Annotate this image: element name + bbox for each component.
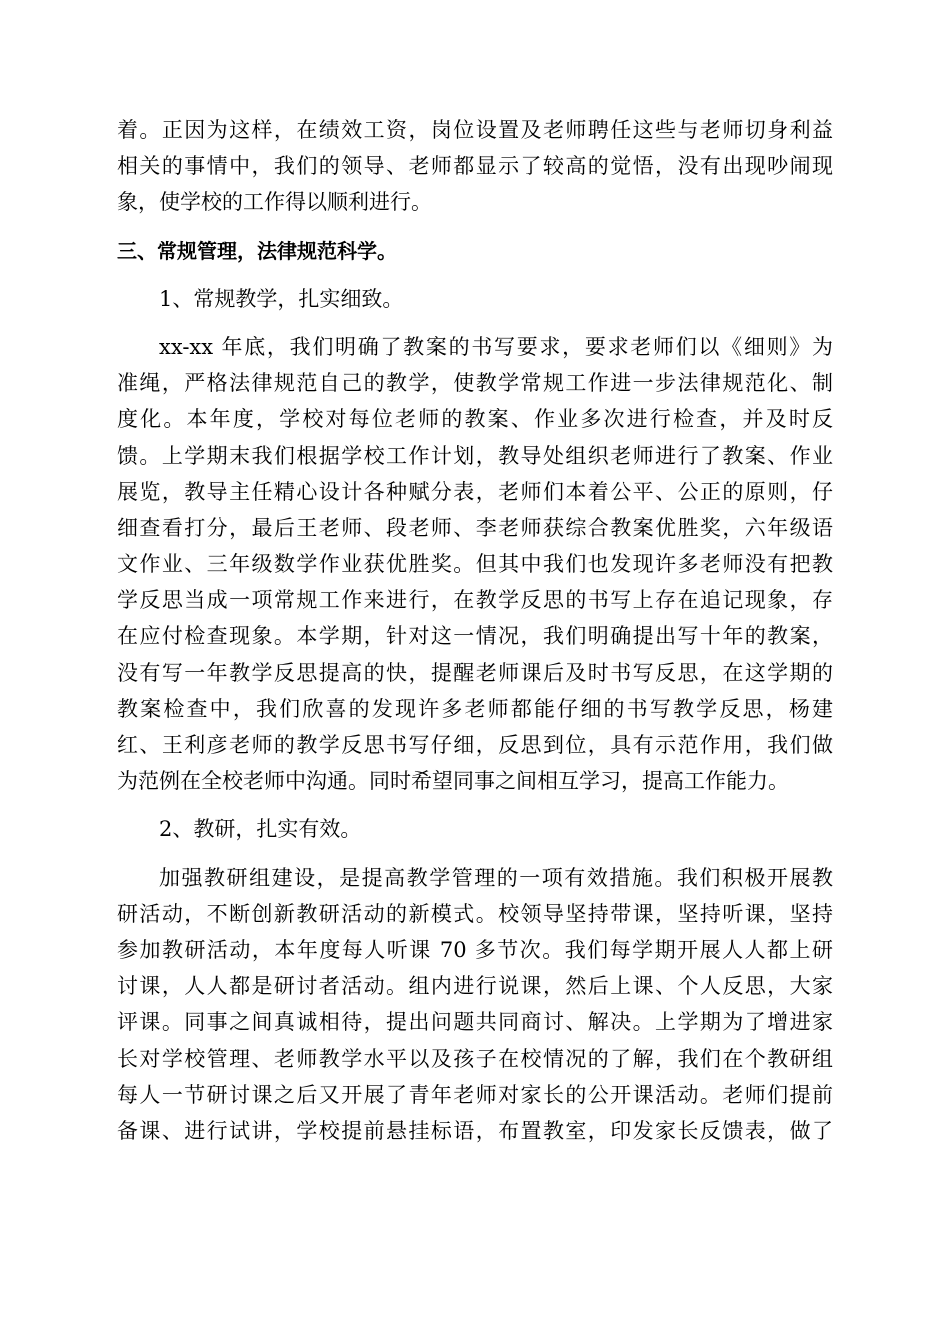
- paragraph-teaching-research: [117, 860, 833, 1150]
- subheading-text: 1、常规教学，扎实细致。: [159, 286, 404, 311]
- subheading-teaching-research: [117, 811, 833, 847]
- text-line: 准绳，严格法律规范自己的教学，使教学常规工作进一步法律规范化、制: [117, 371, 833, 396]
- text-line: 加强教研组建设，是提高教学管理的一项有效措施。我们积极开展教: [159, 865, 833, 890]
- text-line: 文作业、三年级数学作业获优胜奖。但其中我们也发现许多老师没有把教: [117, 552, 833, 577]
- text-line: 学反思当成一项常规工作来进行，在教学反思的书写上存在追记现象，存: [117, 588, 833, 613]
- text-line: 每人一节研讨课之后又开展了青年老师对家长的公开课活动。老师们提前: [117, 1082, 833, 1107]
- text-line: xx-xx 年底，我们明确了教案的书写要求，要求老师们以《细则》为: [159, 334, 833, 359]
- text-line: 研活动，不断创新教研活动的新模式。校领导坚持带课，坚持听课，坚持: [117, 901, 833, 926]
- paragraph-routine-teaching: [117, 329, 833, 799]
- text-line: 评课。同事之间真诚相待，提出问题共同商讨、解决。上学期为了增进家: [117, 1010, 833, 1035]
- text-line: 讨课，人人都是研讨者活动。组内进行说课，然后上课、个人反思，大家: [117, 974, 833, 999]
- text-line: 馈。上学期末我们根据学校工作计划，教导处组织老师进行了教案、作业: [117, 443, 833, 468]
- text-line: 备课、进行试讲，学校提前悬挂标语，布置教室，印发家长反馈表，做了: [117, 1118, 833, 1143]
- text-line: 红、王利彦老师的教学反思书写仔细，反思到位，具有示范作用，我们做: [117, 733, 833, 757]
- text-line: 在应付检查现象。本学期，针对这一情况，我们明确提出写十年的教案，: [117, 624, 833, 649]
- text-line: 参加教研活动，本年度每人听课 70 多节次。我们每学期开展人人都上研: [117, 937, 833, 962]
- paragraph-continuation: [117, 112, 833, 221]
- text-line: 展览，教导主任精心设计各种赋分表，老师们本着公平、公正的原则，仔: [117, 479, 833, 504]
- text-line: 象，使学校的工作得以顺利进行。: [117, 190, 432, 215]
- section-heading-text: 三、常规管理，法律规范科学。: [117, 238, 397, 263]
- text-line: 长对学校管理、老师教学水平以及孩子在校情况的了解，我们在个教研组: [117, 1046, 833, 1071]
- text-line: 细查看打分，最后王老师、段老师、李老师获综合教案优胜奖，六年级语: [117, 515, 833, 540]
- section-heading: [117, 233, 833, 269]
- subheading-routine-teaching: [117, 281, 833, 317]
- subheading-text: 2、教研，扎实有效。: [159, 817, 362, 842]
- text-line: 没有写一年教学反思提高的快，提醒老师课后及时书写反思，在这学期的: [117, 660, 833, 685]
- document-body: [117, 112, 833, 1149]
- text-line: 着。正因为这样，在绩效工资，岗位设置及老师聘任这些与老师切身利益: [117, 118, 833, 142]
- text-line: 相关的事情中，我们的领导、老师都显示了较高的觉悟，没有出现吵闹现: [117, 154, 833, 179]
- text-line: 度化。本年度，学校对每位老师的教案、作业多次进行检查，并及时反: [117, 407, 833, 432]
- text-line: 教案检查中，我们欣喜的发现许多老师都能仔细的书写教学反思，杨建: [117, 696, 833, 721]
- text-line: 为范例在全校老师中沟通。同时希望同事之间相互学习，提高工作能力。: [117, 769, 789, 794]
